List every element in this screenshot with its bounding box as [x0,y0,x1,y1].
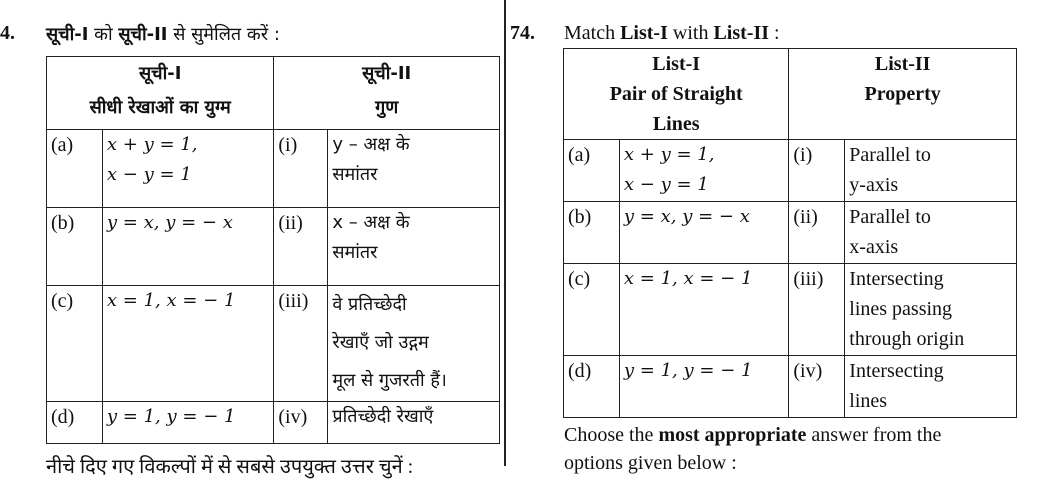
row-pair: x = 1, x = − 1 [102,286,273,402]
row-pair: x + y = 1, x − y = 1 [102,130,273,208]
table-row [47,286,500,402]
list2-header: List-II Property [789,49,1017,140]
instruction-emphasis: most appropriate [658,424,807,446]
prompt-part: with [667,22,714,44]
row-prop: Parallel to x-axis [845,202,1017,264]
cut-off-instruction: नीचे दिए गए विकल्पों में से सबसे उपयुक्त उत्तर चुनें : [46,456,414,478]
question-prompt [46,22,280,46]
question-number: 4. [0,22,15,44]
table-row [564,202,1017,264]
prompt-list1: सूची-I [46,24,89,45]
row-pair: y = x, y = − x [619,202,788,264]
row-num: (iii) [789,264,845,356]
row-pair: y = 1, y = − 1 [102,402,273,444]
prompt-list2: List-II [713,22,770,44]
prompt-part: Match [564,22,621,44]
instruction-part: Choose the [564,424,659,446]
column-divider [504,0,506,466]
row-key: (b) [564,202,620,264]
question-prompt [564,22,780,45]
table-row [47,208,500,286]
row-prop: Parallel to y-axis [845,140,1017,202]
table-row [47,402,500,444]
row-pair: y = x, y = − x [102,208,273,286]
prompt-part: : [769,22,780,44]
question-number: 74. [510,22,535,44]
row-pair: y = 1, y = − 1 [619,356,788,418]
list2-header: सूची-II गुण [274,57,500,130]
row-num: (iv) [274,402,328,444]
row-pair: x + y = 1, x − y = 1 [619,140,788,202]
row-num: (ii) [789,202,845,264]
instruction-part: answer from the [806,424,942,446]
row-key: (c) [564,264,620,356]
match-table [563,48,1017,418]
row-key: (b) [47,208,103,286]
row-key: (d) [564,356,620,418]
row-pair: x = 1, x = − 1 [619,264,788,356]
prompt-part: से सुमेलित करें : [167,24,280,45]
row-num: (i) [274,130,328,208]
table-header [47,57,500,130]
cut-off-instruction: options given below : [564,452,737,474]
row-prop: x – अक्ष के समांतर [328,208,500,286]
row-key: (a) [47,130,103,208]
table-header [564,49,1017,140]
list1-header: सूची-I सीधी रेखाओं का युग्म [47,57,274,130]
row-num: (iii) [274,286,328,402]
row-key: (a) [564,140,620,202]
row-prop: Intersecting lines passing through origin [845,264,1017,356]
row-prop: वे प्रतिच्छेदी रेखाएँ जो उद्गम मूल से गुजरती हैं। [328,286,500,402]
list1-header: List-I Pair of Straight Lines [564,49,789,140]
table-row [564,356,1017,418]
row-num: (iv) [789,356,845,418]
match-table [46,56,500,444]
prompt-list2: सूची-II [118,24,168,45]
prompt-list1: List-I [620,22,668,44]
row-prop: Intersecting lines [845,356,1017,418]
answer-instruction [564,424,941,447]
row-prop: y – अक्ष के समांतर [328,130,500,208]
prompt-part: को [88,24,119,45]
row-key: (c) [47,286,103,402]
row-prop: प्रतिच्छेदी रेखाएँ [328,402,500,444]
table-row [564,140,1017,202]
table-row [564,264,1017,356]
row-num: (i) [789,140,845,202]
table-row [47,130,500,208]
row-key: (d) [47,402,103,444]
row-num: (ii) [274,208,328,286]
